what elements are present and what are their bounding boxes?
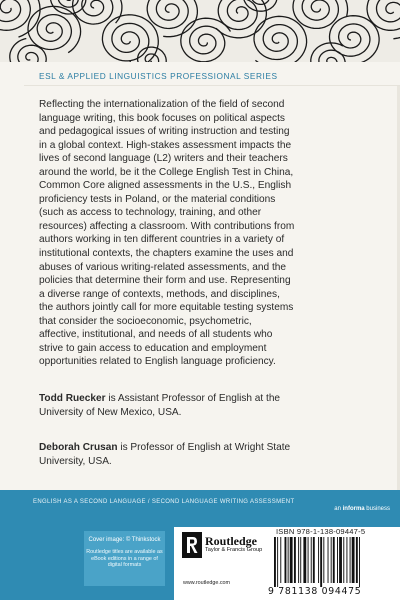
bio-text: University of New Mexico, USA.	[39, 406, 182, 418]
description-line: authors working in ten different countries in a variety of	[39, 234, 285, 246]
ebook-note-line1: Routledge titles are available as	[86, 549, 163, 555]
barcode-bar	[337, 537, 338, 583]
description-line: in a global context. High-stakes assessment impacts the	[39, 139, 292, 151]
barcode-bar	[294, 537, 296, 583]
barcode-bar	[343, 537, 344, 583]
description-line: (such as access to technology, training, and other	[39, 207, 262, 219]
isbn-label: ISBN 978-1-138-09447-5	[276, 527, 366, 536]
author-bio-crusan	[39, 441, 369, 468]
barcode-bar	[350, 537, 351, 583]
publisher-group: Taylor & Francis Group	[205, 547, 263, 553]
barcode-bar	[331, 537, 332, 583]
swirl-stroke	[293, 0, 348, 28]
swirl-stroke	[216, 0, 266, 38]
barcode-bar	[290, 537, 293, 583]
bio-text: University, USA.	[39, 455, 112, 467]
footer-band	[0, 490, 400, 600]
description-line: institutional contexts, the chapters examine the uses and	[39, 248, 294, 260]
publisher-panel	[174, 527, 400, 600]
swirl-stroke	[0, 0, 40, 37]
bio-text: is Professor of English at Wright State	[117, 442, 291, 453]
description-line: and pedagogical issues of writing instruction and testing	[39, 126, 290, 138]
swirl-stroke	[243, 0, 277, 11]
description-line: policies that determine their form and use. Representing	[39, 275, 291, 287]
barcode-bar	[285, 537, 287, 583]
swirl-stroke	[147, 0, 197, 37]
barcode-bar	[320, 537, 322, 587]
description-line: language writing, this book focuses on political aspects	[39, 112, 285, 124]
description-line: opportunities related to English language proficiency.	[39, 356, 276, 368]
barcode-bar	[356, 537, 358, 583]
routledge-r-icon	[182, 532, 202, 558]
description-line: affective, institutional, and needs of all students who	[39, 329, 273, 341]
description-line: Reflecting the internationalization of the field of second	[39, 99, 285, 110]
swirl-stroke	[311, 43, 345, 62]
barcode-bar	[311, 537, 312, 583]
barcode-bar	[318, 537, 319, 583]
subject-categories: ENGLISH AS A SECOND LANGUAGE / SECOND LANGUAGE WRITING ASSESSMENT	[33, 499, 295, 505]
barcode-bar	[303, 537, 306, 583]
barcode-bar	[323, 537, 324, 583]
swirl-stroke	[73, 0, 122, 24]
description-line: lives of second language (L2) writers and their teachers	[39, 153, 288, 165]
barcode-bar	[352, 537, 355, 583]
barcode-bar	[346, 537, 347, 583]
publisher-name: Routledge	[205, 534, 257, 548]
swirl-stroke	[330, 16, 380, 62]
description-line: Common Core aligned assessments in the U.S., English	[39, 180, 292, 192]
barcode-number: 9 781138 094475	[268, 586, 362, 597]
description-line: around the world, be it the College English Test in China,	[39, 166, 294, 178]
publisher-url: www.routledge.com	[183, 580, 231, 586]
barcode-bar	[288, 537, 289, 583]
barcode-bar	[308, 537, 309, 583]
barcode-bar	[300, 537, 301, 583]
barcode-icon	[270, 537, 394, 587]
description-line: that consider the socioeconomic, psychometric,	[39, 315, 252, 327]
description-line: proficiency tests in Poland, or the material conditions	[39, 193, 276, 205]
description-line: resources) affecting a classroom. With contributions from	[39, 220, 295, 232]
informa-brand: informa	[342, 506, 365, 512]
swirl-artwork	[0, 0, 400, 62]
description-line: the authors jointly call for more equitable testing systems	[39, 302, 294, 314]
barcode-bar	[328, 537, 329, 583]
author-bio-ruecker	[39, 392, 369, 419]
bio-text: is Assistant Professor of English at the	[105, 393, 281, 404]
barcode-bar	[298, 537, 299, 583]
book-description	[39, 98, 369, 369]
series-divider	[24, 85, 400, 86]
swirl-stroke	[367, 0, 400, 39]
ebook-note-line2: eBook editions in a range of digital formats	[91, 555, 158, 568]
barcode-bar	[333, 537, 335, 583]
author-name: Todd Ruecker	[39, 393, 106, 404]
barcode-bar	[280, 537, 281, 583]
barcode-bar	[313, 537, 315, 583]
swirl-stroke	[254, 16, 307, 62]
swirl-stroke	[181, 18, 231, 62]
swirl-stroke	[102, 15, 158, 62]
informa-suffix: business	[364, 506, 390, 512]
informa-prefix: an	[334, 506, 343, 512]
barcode-bar	[277, 537, 278, 587]
series-title: ESL & APPLIED LINGUISTICS PROFESSIONAL SERIES	[0, 62, 400, 86]
description-line: abuses of various writing-related assessments, and the	[39, 261, 287, 273]
barcode-bar	[274, 537, 276, 587]
description-line: a diverse range of contexts, methods, and disciplines,	[39, 288, 280, 300]
author-name: Deborah Crusan	[39, 442, 118, 453]
cover-credit-box	[84, 531, 165, 586]
informa-label	[334, 506, 390, 512]
barcode-bar	[339, 537, 342, 583]
barcode-bar	[359, 537, 360, 587]
description-line: strive to gain access to education and employment	[39, 342, 267, 354]
swirl-stroke	[10, 39, 46, 63]
cover-credit: Cover image: © Thinkstock	[88, 537, 161, 543]
